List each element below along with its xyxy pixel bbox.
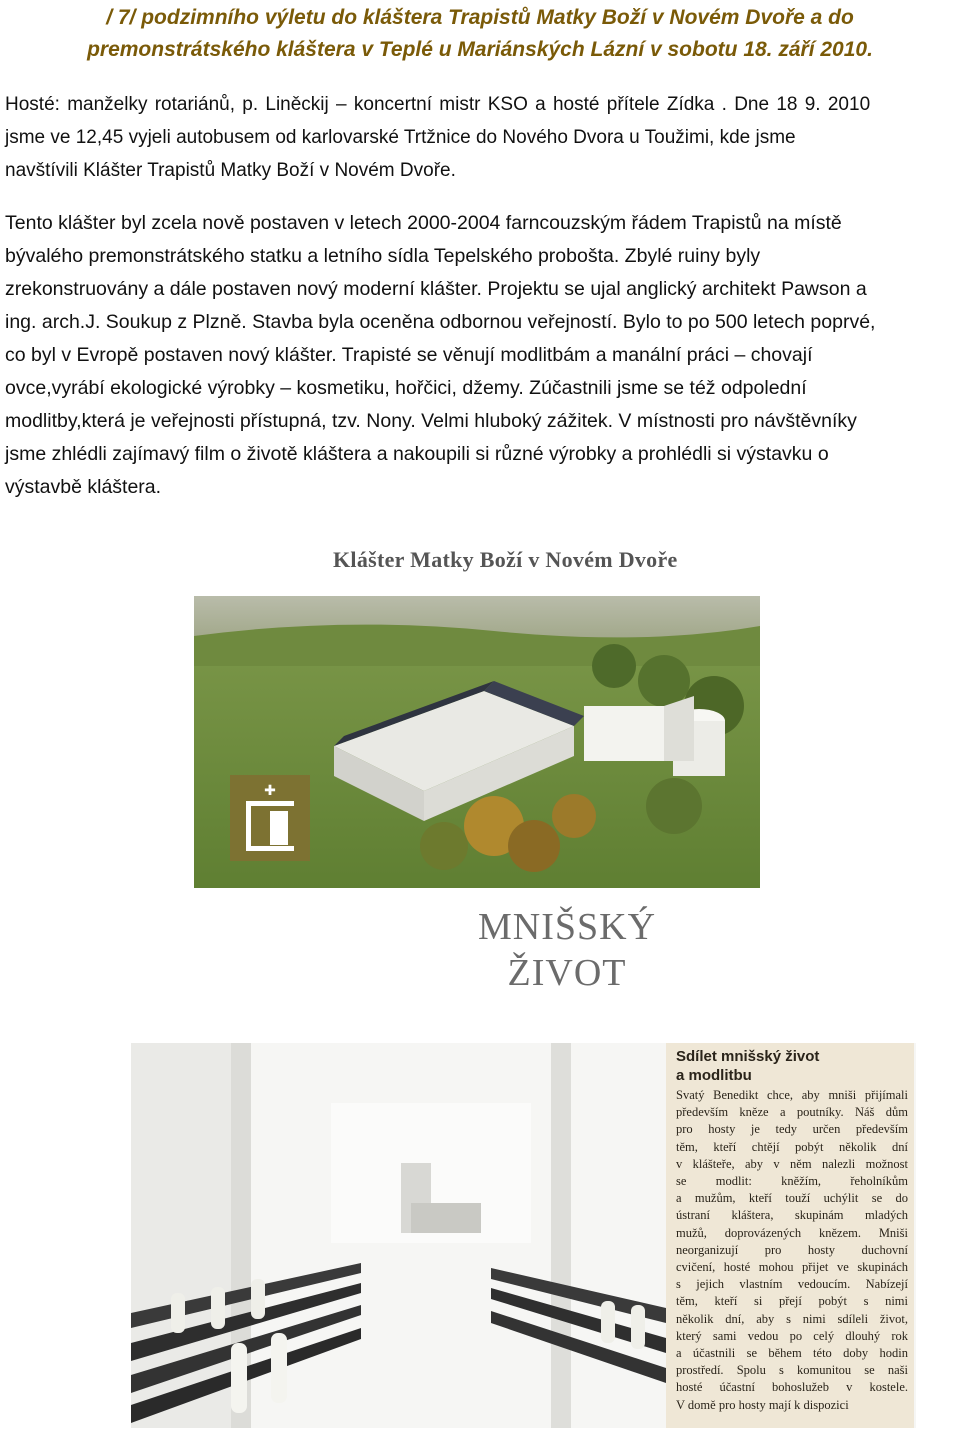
guest-info-line: a účastnili se během této doby hodin [676, 1346, 908, 1361]
paragraph-1-line: navštívili Klášter Trapistů Matky Boží v Novém Dvoře. [5, 160, 456, 181]
brochure-logo [230, 775, 310, 861]
guest-info-line: především kněze a poutníky. Náš dům [676, 1105, 908, 1120]
paragraph-2-line: výstavbě kláštera. [5, 476, 162, 498]
guest-info-line: několik dní, aby s nimi sdíleli život, [676, 1311, 908, 1326]
guest-info-line: a mužům, kteří touží uchýlit se do [676, 1191, 908, 1206]
paragraph-2-line: co byl v Evropě postaven nový klášter. Trapisté se věnují modlitbám a manální práci – chovají [5, 344, 813, 366]
paragraph-1-line: jsme ve 12,45 vyjeli autobusem od karlovarské Trtžnice do Nového Dvora u Toužimi, kde jsme [5, 127, 796, 148]
guest-info-line: ústraní kláštera, skupinám mladých [676, 1208, 908, 1223]
guest-info-line: hosté účastní bohoslužeb v kostele. [676, 1380, 908, 1395]
paragraph-2-line: ing. arch.J. Soukup z Plzně. Stavba byla oceněna odbornou veřejností. Bylo to po 500 letech poprvé, [5, 311, 876, 333]
guest-info-line: těm, kteří si přejí pobýt s nimi [676, 1294, 908, 1309]
title-line-1: / 7/ podzimního výletu do kláštera Trapistů Matky Boží v Novém Dvoře a do [106, 6, 854, 29]
monastery-caption: Klášter Matky Boží v Novém Dvoře [333, 547, 678, 572]
guest-info-line: s jejich vlastním vedoucím. Nabízejí [676, 1277, 908, 1292]
guest-info-title-line: a modlitbu [676, 1067, 752, 1084]
paragraph-2-line: bývalého premonstrátského statku a letního sídla Tepelského probošta. Zbylé ruiny byly [5, 245, 761, 267]
guest-info-line: neorganizují pro hosty duchovní [676, 1242, 908, 1257]
brochure-heading [478, 904, 656, 996]
title-line-2: premonstrátského kláštera v Teplé u Mariánských Lázní v sobotu 18. září 2010. [87, 38, 873, 61]
paragraph-2-line: modlitby,která je veřejnosti přístupná, tzv. Nony. Velmi hluboký zážitek. V místnosti pro návštěvníky [5, 410, 857, 432]
guest-info-line: prostředí. Spolu s komunitou se naši [676, 1363, 908, 1378]
guest-info-line: Svatý Benedikt chce, aby mniši přijímali [676, 1088, 908, 1102]
guest-info-line: těm, kteří chtějí pobýt několik dní [676, 1139, 908, 1154]
paragraph-2 [5, 207, 960, 504]
guest-info-line: se modlit: kněžím, řeholníkům [676, 1174, 908, 1189]
guest-info-title-line: Sdílet mnišský život [676, 1048, 820, 1065]
guest-info-line: mužů, doprovázených knězem. Mniši [676, 1225, 908, 1240]
brochure-heading-line-2: ŽIVOT [507, 952, 627, 994]
guest-info-line: který sami vedou po celý dlouhý rok [676, 1328, 908, 1343]
logo-cross-icon: ✚ [264, 782, 276, 798]
paragraph-1 [5, 88, 960, 187]
guest-info-box [666, 1043, 914, 1428]
guest-info-text [676, 1087, 908, 1414]
document-title [0, 2, 960, 66]
guest-info-line: cvičení, hosté mohou přijet ve skupinách [676, 1260, 908, 1275]
paragraph-1-line: Hosté: manželky rotariánů, p. Liněckij – koncertní mistr KSO a hosté přítele Zídka . Dne 18 9. 2010 [5, 94, 871, 115]
guest-info-line: pro hosty je tedy určen především [676, 1122, 908, 1137]
guest-info-title [676, 1047, 819, 1085]
brochure-heading-line-1: MNIŠSKÝ [478, 906, 657, 948]
paragraph-2-line: ovce,vyrábí ekologické výrobky – kosmetiku, hořčici, džemy. Zúčastnili jsme se též odpolední [5, 377, 807, 399]
guest-info-line: v klášteře, aby v něm nalezli možnost [676, 1156, 908, 1171]
logo-figure-icon [270, 811, 288, 845]
paragraph-2-line: jsme zhlédli zajímavý film o životě kláštera a nakoupili si různé výrobky a prohlédli si výstavku o [5, 443, 829, 465]
paragraph-2-line: zrekonstruovány a dále postaven nový moderní klášter. Projektu se ujal anglický architekt Pawson a [5, 278, 867, 300]
paragraph-2-line: Tento klášter byl zcela nově postaven v letech 2000-2004 farncouzským řádem Trapistů na místě [5, 212, 842, 234]
guest-info-line: V domě pro hosty mají k dispozici [676, 1397, 849, 1412]
